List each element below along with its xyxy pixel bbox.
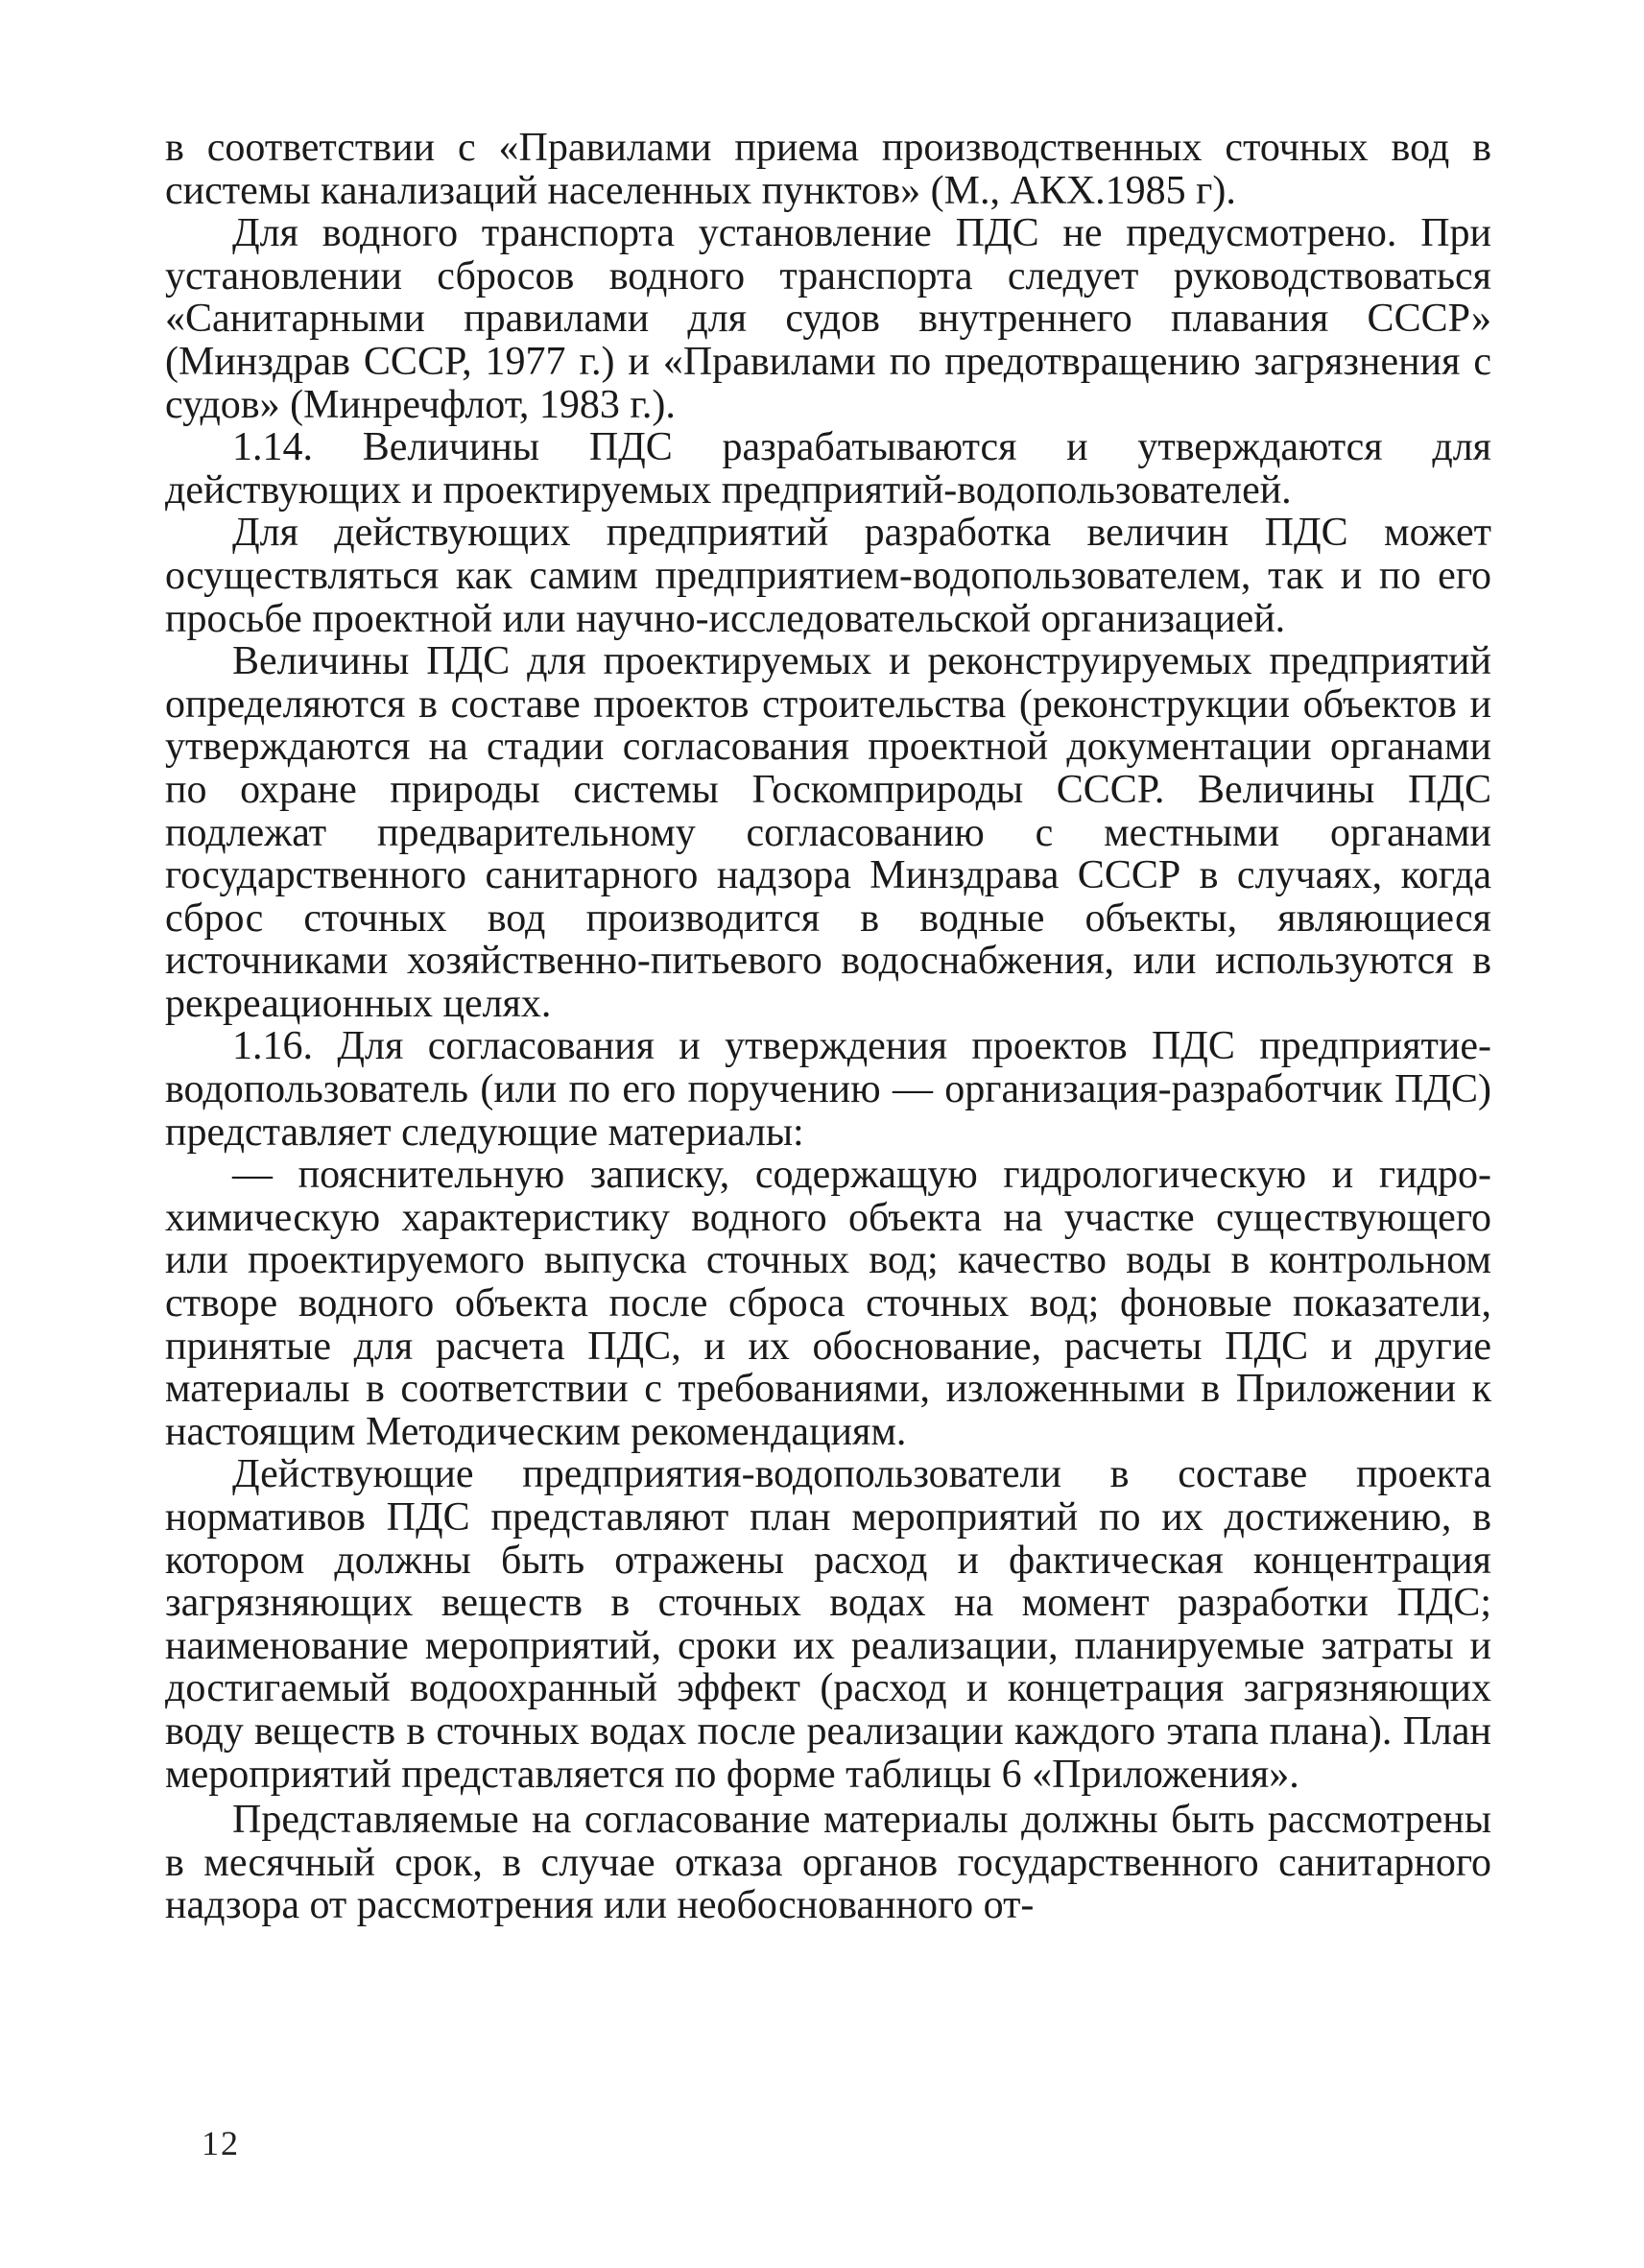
- paragraph-7: — пояснительную записку, содержащую гидрологическую и гидрохимическую характеристику водного объекта на участке существующего или проектируемого выпуска сточных вод; качество воды в контрольном створе водного объекта после сброса сточных вод; фоновые показатели, принятые для расчета ПДС, и их обоснование, расчеты ПДС и другие материалы в соответствии с требованиями, изложенными в Приложении к настоящим Методическим рекомендациям.: [165, 1153, 1491, 1454]
- body-text: [165, 127, 1491, 1927]
- paragraph-3: 1.14. Величины ПДС разрабатываются и утверждаются для действующих и проектируемых предприятий-водопользователей.: [165, 425, 1491, 513]
- paragraph-4: Для действующих предприятий разработка величин ПДС может осуществляться как самим предприятием-водопользователем, так и по его просьбе проектной или научно-исследовательской организацией.: [165, 511, 1491, 641]
- paragraph-9: Представляемые на согласование материалы должны быть рассмотрены в месячный срок, в случае отказа органов государственного санитарного надзора от рассмотрения или необоснованного от-: [165, 1798, 1491, 1928]
- paragraph-6: 1.16. Для согласования и утверждения проектов ПДС предприятие-водопользователь (или по его поручению — организация-разработчик ПДС) представляет следующие материалы:: [165, 1024, 1491, 1155]
- page-number: 12: [202, 2124, 240, 2162]
- paragraph-5: Величины ПДС для проектируемых и реконструируемых предприятий определяются в составе проектов строительства (реконструкции объектов и утверждаются на стадии согласования проектной документации органами по охране природы системы Госкомприроды СССР. Величины ПДС подлежат предварительному согласованию с местными органами государственного санитарного надзора Минздрава СССР в случаях, когда сброс сточных вод производится в водные объекты, являющиеся источниками хозяйственно-питьевого водоснабжения, или используются в рекреационных целях.: [165, 639, 1491, 1026]
- paragraph-2: Для водного транспорта установление ПДС не предусмотрено. При установлении сбросов водного транспорта следует руководствоваться «Санитарными правилами для судов внутреннего плавания СССР» (Минздрав СССР, 1977 г.) и «Правилами по предотвращению загрязнения с судов» (Минречфлот, 1983 г.).: [165, 211, 1491, 427]
- paragraph-8: Действующие предприятия-водопользователи в составе проекта нормативов ПДС представляют план мероприятий по их достижению, в котором должны быть отражены расход и фактическая концентрация загрязняющих веществ в сточных водах на момент разработки ПДС; наименование мероприятий, сроки их реализации, планируемые затраты и достигаемый водоохранный эффект (расход и концетрация загрязняющих воду веществ в сточных водах после реализации каждого этапа плана). План мероприятий представляется по форме таблицы 6 «Приложения».: [165, 1452, 1491, 1797]
- paragraph-1: в соответствии с «Правилами приема производственных сточных вод в системы канализаций населенных пунктов» (М., АКХ.1985 г).: [165, 126, 1491, 213]
